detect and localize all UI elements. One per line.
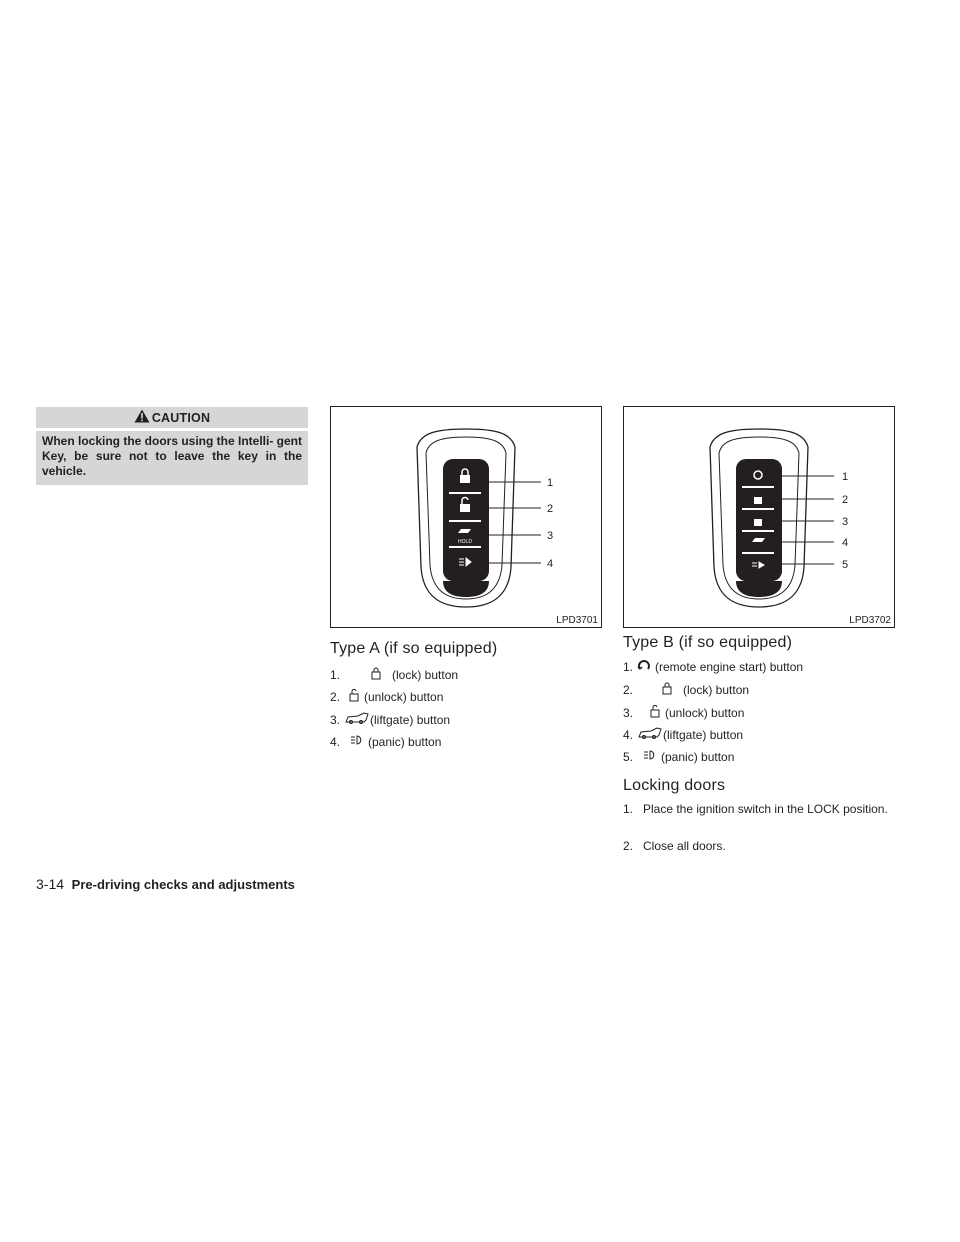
list-item xyxy=(623,681,749,698)
hold-label: HOLD xyxy=(458,539,472,545)
step-1 xyxy=(623,801,895,817)
item-number: 4. xyxy=(623,727,634,742)
item-text: (unlock) button xyxy=(665,705,745,720)
page-number: 3-14 xyxy=(36,876,65,892)
figure-type-b xyxy=(623,406,895,628)
item-text: (panic) button xyxy=(368,734,442,749)
liftgate-icon xyxy=(637,726,663,743)
unlock-icon xyxy=(649,704,661,721)
page-footer xyxy=(36,876,295,892)
remote-start-icon xyxy=(637,658,651,675)
step-text: Close all doors. xyxy=(643,839,726,853)
panic-icon xyxy=(643,749,657,764)
step-text: Place the ignition switch in the LOCK position. xyxy=(643,802,888,816)
callout-a-2: 2 xyxy=(547,503,554,515)
lock-icon xyxy=(661,681,673,698)
item-number: 1. xyxy=(330,667,341,682)
callout-b-1: 1 xyxy=(842,471,849,483)
item-number: 2. xyxy=(623,682,634,697)
list-item xyxy=(623,726,743,743)
item-number: 2. xyxy=(330,689,341,704)
item-number: 1. xyxy=(623,659,634,674)
item-text: (panic) button xyxy=(661,749,735,764)
caution-text: When locking the doors using the Intelli- gent Key, be sure not to leave the key in the vehicle. xyxy=(36,431,308,485)
warning-triangle-icon xyxy=(134,409,150,426)
section-title: Pre-driving checks and adjustments xyxy=(71,877,295,892)
caution-title: CAUTION xyxy=(151,410,211,425)
list-item xyxy=(330,688,443,705)
step-2 xyxy=(623,838,895,854)
item-number: 3. xyxy=(330,712,341,727)
item-text: (lock) button xyxy=(683,682,750,697)
callout-a-3: 3 xyxy=(547,530,554,542)
unlock-icon xyxy=(348,688,360,705)
list-item xyxy=(330,666,458,683)
figure-code: LPD3701 xyxy=(556,615,598,626)
liftgate-icon xyxy=(344,711,370,728)
item-text: (unlock) button xyxy=(364,689,444,704)
list-item xyxy=(623,704,744,721)
list-item xyxy=(330,734,441,749)
callout-a-4: 4 xyxy=(547,558,554,570)
lock-icon xyxy=(370,666,382,683)
item-text: (liftgate) button xyxy=(663,727,744,742)
caution-header xyxy=(36,407,308,428)
item-number: 5. xyxy=(623,749,634,764)
list-item xyxy=(623,658,803,675)
item-text: (liftgate) button xyxy=(370,712,451,727)
step-number: 2. xyxy=(623,839,634,853)
figure-type-a xyxy=(330,406,602,628)
intelligent-key-type-a-illustration xyxy=(331,407,601,627)
callout-b-2: 2 xyxy=(842,494,849,506)
item-number: 3. xyxy=(623,705,634,720)
callout-a-1: 1 xyxy=(547,477,554,489)
item-number: 4. xyxy=(330,734,341,749)
list-item xyxy=(330,711,450,728)
callout-b-5: 5 xyxy=(842,559,849,571)
callout-b-4: 4 xyxy=(842,537,849,549)
type-b-heading: Type B (if so equipped) xyxy=(623,634,793,651)
callout-b-3: 3 xyxy=(842,516,849,528)
panic-icon xyxy=(350,734,364,749)
step-number: 1. xyxy=(623,802,634,816)
figure-code: LPD3702 xyxy=(849,615,891,626)
locking-doors-heading: Locking doors xyxy=(623,777,726,794)
item-text: (remote engine start) button xyxy=(655,659,804,674)
list-item xyxy=(623,749,734,764)
item-text: (lock) button xyxy=(392,667,459,682)
type-a-heading: Type A (if so equipped) xyxy=(330,640,498,657)
intelligent-key-type-b-illustration xyxy=(624,407,894,627)
